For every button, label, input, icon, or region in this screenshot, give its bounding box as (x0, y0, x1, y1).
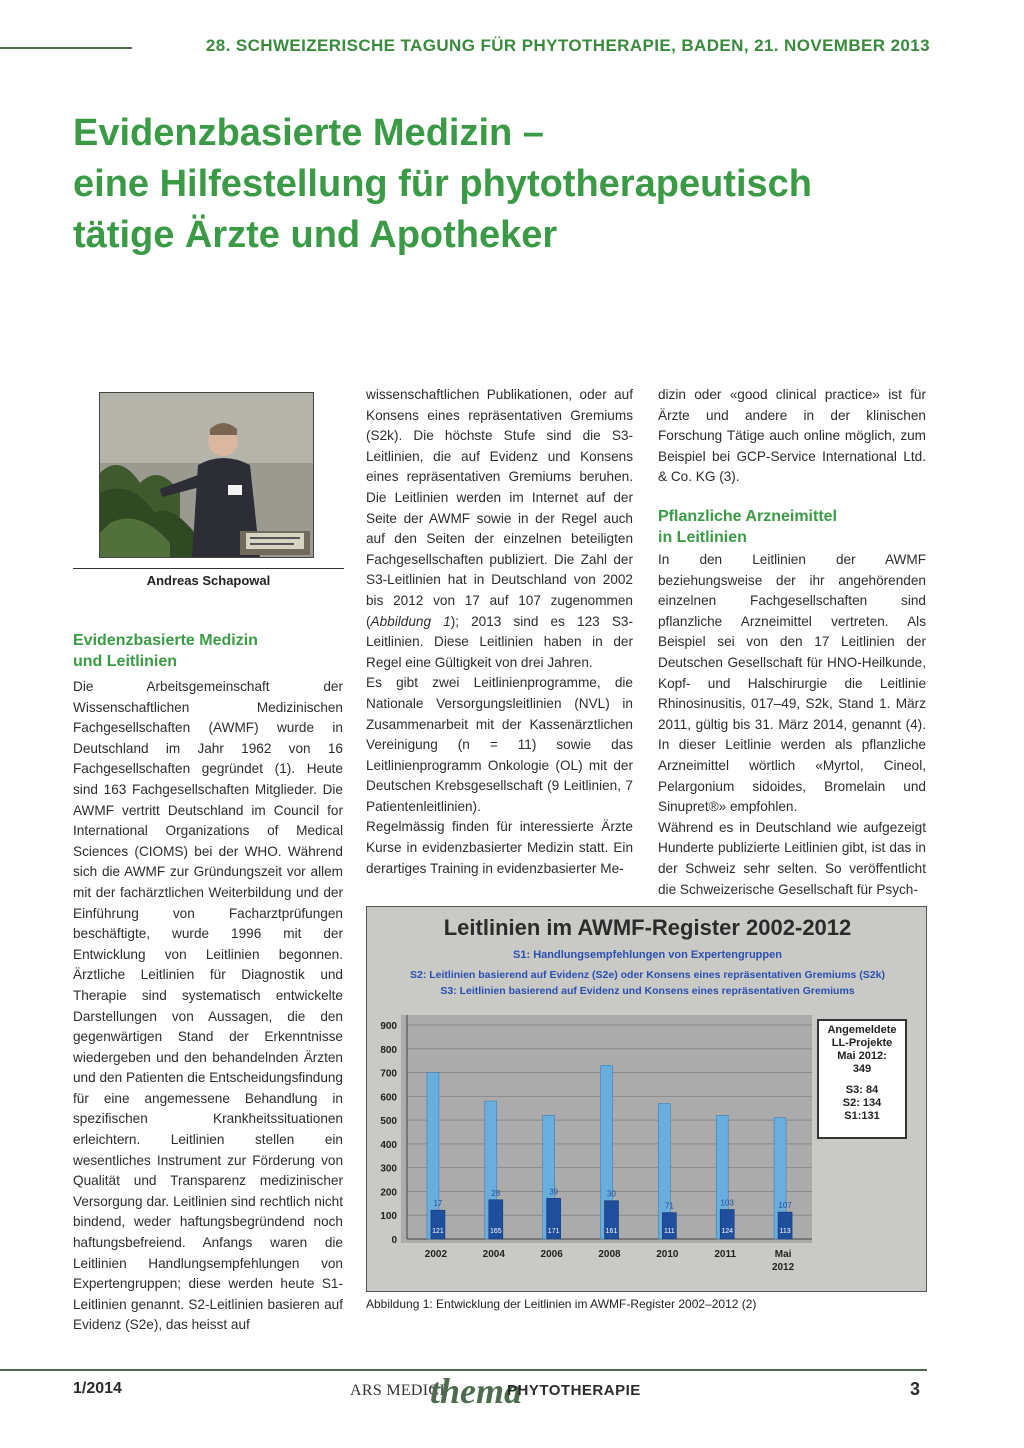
data-label-s3: 103 (720, 1198, 734, 1208)
y-tick-label: 0 (391, 1235, 397, 1246)
data-label-s3: 71 (664, 1201, 674, 1211)
title-line-2: eine Hilfestellung für phytotherapeutisch (73, 163, 812, 205)
issue-number: 1/2014 (73, 1380, 122, 1397)
data-label-s2: 113 (779, 1228, 791, 1235)
data-label-s3: 107 (778, 1201, 792, 1211)
text-run: wissenschaftlichen Publikationen, oder auf Konsens eines repräsentativen Gremiums (S2k). Die höchste Stufe sind die S3-Leitlinien, die auf Evidenz und Konsens eines repräsentativen Gremiums beruhen. Die Leitlinien werden im Internet auf der Seite der AWMF sowie in der Regel auch auf den Seiten der einzelnen beteiligten Fachgesellschaften publiziert. Die Zahl der S3-Leitlinien hat in Deutschland von 2002 bis 2012 von 17 auf 107 zugenommen ( (366, 387, 633, 629)
article-title (73, 108, 953, 261)
box-line: Mai 2012: (837, 1050, 887, 1062)
column-2-text (366, 385, 633, 879)
paragraph: Während es in Deutschland wie aufgezeigt Hunderte publizierte Leitlinien gibt, ist das in der Schweiz sehr selten. So veröffentlicht die Schweizerische Gesellschaft für Psych- (658, 819, 926, 897)
y-tick-label: 700 (380, 1068, 397, 1080)
data-label-s2: 171 (547, 1228, 560, 1235)
y-tick-label: 900 (380, 1021, 397, 1032)
section-heading-evidenzbasierte-medizin (73, 631, 343, 672)
box-line: Angemeldete (827, 1024, 897, 1036)
x-tick-label: 2006 (540, 1249, 563, 1260)
data-label-s2: 121 (432, 1228, 444, 1235)
heading-line: und Leitlinien (73, 652, 177, 670)
box-line: S2: 134 (842, 1097, 882, 1109)
brand-thema-logo: thema (430, 1371, 523, 1411)
page-number: 3 (910, 1379, 921, 1399)
x-tick-label: 2011 (714, 1249, 737, 1260)
box-line: LL-Projekte (831, 1037, 893, 1049)
heading-line: in Leitlinien (658, 528, 747, 546)
text-run: ); 2013 sind es 123 S3-Leitlinien. Diese Leitlinien haben in der Regel eine Gültigkeit von drei Jahren. (366, 613, 633, 670)
data-label-s3: 39 (549, 1187, 559, 1197)
y-tick-label: 400 (380, 1139, 397, 1151)
section-heading-pflanzliche-arzneimittel (658, 507, 926, 548)
box-line: 349 (852, 1063, 872, 1075)
x-tick-label: 2002 (424, 1249, 448, 1260)
conference-header: 28. SCHWEIZERISCHE TAGUNG FÜR PHYTOTHERAPIE, BADEN, 21. NOVEMBER 2013 (205, 36, 930, 55)
y-tick-label: 800 (380, 1044, 397, 1056)
column-3-text-top (658, 385, 926, 488)
y-tick-label: 500 (380, 1116, 397, 1128)
y-tick-label: 200 (380, 1187, 397, 1199)
column-1-text (73, 677, 343, 1336)
x-tick-label: 2004 (482, 1249, 505, 1260)
magazine-brand (350, 1371, 670, 1412)
x-tick-label: 2012 (771, 1262, 795, 1273)
box-line: S1:131 (844, 1110, 880, 1122)
bar-s2 (662, 1213, 676, 1239)
title-line-1: Evidenzbasierte Medizin – (73, 112, 544, 154)
data-label-s2: 124 (721, 1228, 734, 1235)
title-line-3: tätige Ärzte und Apotheker (73, 214, 558, 256)
box-line: S3: 84 (845, 1084, 879, 1096)
header-rule (0, 47, 132, 49)
legend-s3: S3: Leitlinien basierend auf Evidenz und Konsens eines repräsentativen Gremiums (440, 985, 855, 997)
heading-line: Pflanzliche Arzneimittel (658, 508, 837, 525)
paragraph: dizin oder «good clinical practice» ist für Ärzte und andere in der klinischen Forschung Tätige auch online möglich, zum Beispiel bei GCP-Service International Ltd. & Co. KG (3). (658, 387, 926, 485)
y-tick-label: 100 (380, 1211, 397, 1223)
paragraph: Die Arbeitsgemeinschaft der Wissenschaftlichen Medizinischen Fachgesellschaften (AWMF) wurde in Deutschland im Jahr 1962 von 16 Fachgesellschaften gegründet (1). Heute sind 163 Fachgesellschaften Mitglieder. Die AWMF vertritt Deutschland im Council for International Organizations of Medical Sciences (CIOMS) bei der WHO. Während sich die AWMF zur Gründungszeit vor allem mit der fachärztlichen Weiterbildung und der Einführung von Facharztprüfungen beschäftigte, wurde 1996 mit der Entwicklung von Leitlinien begonnen. Ärztliche Leitlinien für Diagnostik und Therapie sind systematisch entwickelte Darstellungen von Aussagen, die den gegenwärtigen Stand der Erkenntnisse wiedergeben und den behandelnden Ärzten und den Patienten die Entscheidungsfindung für eine angemessene Behandlung in spezifischen Krankheitssituationen erleichtern. Leitlinien stellen ein wesentliches Instrument zur Förderung von Qualität und Transparenz medizinischer Versorgung dar. Leitlinien sind rechtlich nicht bindend, weder haftungsbegründend noch haftungsbefreiend. Anfangs waren die Leitlinien Handlungsempfehlungen von Expertengruppen; diese werden heute S1-Leitlinien genannt. S2-Leitlinien basieren auf Evidenz (S2e), das heisst auf (73, 679, 343, 1333)
author-photo (99, 392, 314, 558)
heading-line: Evidenzbasierte Medizin (73, 632, 258, 649)
data-label-s3: 17 (433, 1199, 443, 1209)
paragraph: Es gibt zwei Leitlinienprogramme, die Nationale Versorgungsleitlinien (NVL) in Zusammenarbeit mit der Kassenärztlichen Vereinigung (n = 11) sowie das Leitlinienprogramm Onkologie (OL) mit der Deutschen Krebsgesellschaft (9 Leitlinien, 7 Patientenleitlinien). (366, 675, 633, 814)
author-caption: Andreas Schapowal (146, 573, 271, 588)
paragraph (366, 385, 633, 673)
column-3-text (658, 550, 926, 900)
x-tick-label: 2010 (656, 1249, 679, 1260)
data-label-s2: 165 (489, 1228, 502, 1235)
data-label-s3: 30 (607, 1189, 616, 1199)
x-tick-label: 2008 (598, 1249, 621, 1260)
legend-s1: S1: Handlungsempfehlungen von Expertengruppen (513, 949, 782, 961)
figure-reference: Abbildung 1 (370, 613, 451, 629)
y-tick-label: 300 (380, 1163, 397, 1175)
paragraph: Regelmässig finden für interessierte Ärzte Kurse in evidenzbasierter Medizin statt. Ein derartiges Training in evidenzbasierter Me- (366, 819, 633, 876)
data-label-s3: 28 (491, 1188, 501, 1198)
brand-ars-medici: ARS MEDICI (350, 1382, 446, 1399)
y-tick-label: 600 (380, 1092, 397, 1104)
registered-projects-box (817, 1019, 907, 1139)
chart-title: Leitlinien im AWMF-Register 2002-2012 (443, 915, 852, 940)
data-label-s2: 111 (664, 1228, 675, 1235)
figure-awmf-chart (366, 906, 927, 1292)
data-label-s2: 161 (605, 1228, 618, 1235)
x-tick-label: Mai (774, 1249, 792, 1260)
caption-rule (73, 568, 344, 569)
paragraph: In den Leitlinien der AWMF beziehungsweise der ihr angehörenden einzelnen Fachgesellschaften sind pflanzliche Arzneimittel vertreten. Als Beispiel sei von den 17 Leitlinien der Deutschen Gesellschaft für HNO-Heilkunde, Kopf- und Halschirurgie die Leitlinie Rhinosinusitis, 017–49, S2k, Stand 1. März 2011, gültig bis 31. März 2014, genannt (4). In dieser Leitlinie werden als pflanzliche Arzneimittel wörtlich «Myrtol, Cineol, Pelargonium sidoides, Bromelain und Sinupret®» empfohlen. (658, 552, 926, 815)
section-name: PHYTOTHERAPIE (507, 1382, 641, 1399)
legend-s2: S2: Leitlinien basierend auf Evidenz (S2e) oder Konsens eines repräsentativen Gremiums (S2k) (410, 969, 885, 981)
figure-caption: Abbildung 1: Entwicklung der Leitlinien im AWMF-Register 2002–2012 (2) (366, 1297, 757, 1311)
